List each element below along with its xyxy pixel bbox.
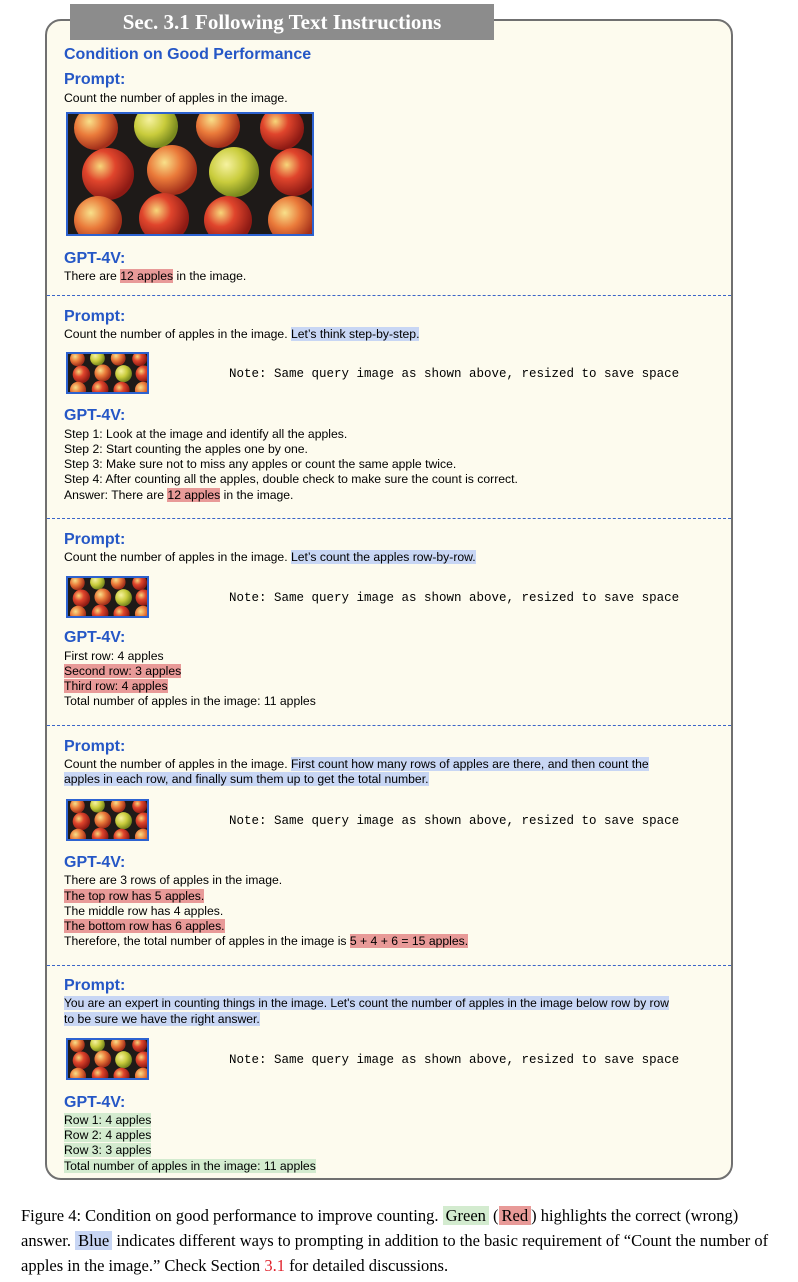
resize-note: Note: Same query image as shown above, resized to save space	[229, 814, 680, 828]
prompt-text	[64, 327, 419, 342]
prompt-text	[64, 757, 649, 772]
apples-thumbnail	[66, 1038, 149, 1080]
answer-post: in the image.	[220, 488, 294, 502]
resize-note: Note: Same query image as shown above, resized to save space	[229, 1053, 680, 1067]
figure-caption	[21, 1203, 769, 1278]
caption-red-key: Red	[499, 1206, 532, 1225]
wrong-answer-highlight: 12 apples	[167, 488, 221, 502]
caption-text: (	[488, 1206, 499, 1225]
correct-answer-highlight: Row 2: 4 apples	[64, 1128, 152, 1142]
answer-text	[64, 488, 293, 503]
section-reference-link[interactable]: 3.1	[264, 1256, 285, 1275]
wrong-answer-highlight: Third row: 4 apples	[64, 679, 168, 693]
resize-note: Note: Same query image as shown above, resized to save space	[229, 367, 680, 381]
answer-line	[64, 1128, 151, 1143]
apples-thumbnail	[66, 576, 149, 618]
wrong-answer-highlight: The bottom row has 6 apples.	[64, 919, 225, 933]
answer-line: There are 3 rows of apples in the image.	[64, 873, 283, 887]
wrong-answer-highlight: The top row has 5 apples.	[64, 889, 205, 903]
answer-line	[64, 1113, 151, 1128]
correct-answer-highlight: Row 1: 4 apples	[64, 1113, 152, 1127]
prompt-base: Count the number of apples in the image.	[64, 757, 291, 771]
answer-line	[64, 1159, 316, 1174]
answer-line	[64, 919, 225, 934]
wrong-answer-highlight: 12 apples	[120, 269, 174, 283]
answer-pre: There are	[64, 269, 121, 283]
section-divider	[47, 295, 731, 296]
gpt-label: GPT-4V:	[64, 1094, 126, 1111]
section-banner: Sec. 3.1 Following Text Instructions	[70, 4, 494, 40]
section-divider	[47, 965, 731, 966]
caption-text: Figure 4: Condition on good performance to improve counting.	[21, 1206, 443, 1225]
prompt-text: Count the number of apples in the image.	[64, 91, 288, 105]
prompt-variant-highlight: apples in each row, and finally sum them up to get the total number.	[64, 772, 429, 786]
step-line: Step 4: After counting all the apples, double check to make sure the count is correct.	[64, 472, 518, 486]
answer-line: First row: 4 apples	[64, 649, 164, 663]
answer-post: in the image.	[173, 269, 247, 283]
prompt-variant-highlight: Let’s count the apples row-by-row.	[290, 550, 476, 564]
prompt-text	[64, 996, 669, 1011]
gpt-label: GPT-4V:	[64, 250, 126, 267]
section-divider	[47, 725, 731, 726]
gpt-label: GPT-4V:	[64, 407, 126, 424]
prompt-variant-highlight: First count how many rows of apples are there, and then count the	[290, 757, 649, 771]
answer-line	[64, 934, 468, 949]
answer-line	[64, 664, 181, 679]
answer-text	[64, 269, 246, 284]
apples-thumbnail	[66, 352, 149, 394]
wrong-answer-highlight: 5 + 4 + 6 = 15 apples.	[349, 934, 469, 948]
answer-pre: Therefore, the total number of apples in the image is	[64, 934, 350, 948]
gpt-label: GPT-4V:	[64, 854, 126, 871]
prompt-variant-highlight: You are an expert in counting things in the image. Let's count the number of apples in the image below row by row	[64, 996, 669, 1010]
answer-line	[64, 889, 204, 904]
apples-image	[66, 112, 314, 236]
prompt-text-continued	[64, 1012, 260, 1027]
step-line: Step 1: Look at the image and identify all the apples.	[64, 427, 348, 441]
prompt-variant-highlight: Let’s think step-by-step.	[290, 327, 420, 341]
wrong-answer-highlight: Second row: 3 apples	[64, 664, 182, 678]
correct-answer-highlight: Row 3: 3 apples	[64, 1143, 152, 1157]
section-title: Condition on Good Performance	[64, 46, 312, 63]
prompt-label: Prompt:	[64, 531, 126, 548]
gpt-label: GPT-4V:	[64, 629, 126, 646]
apples-thumbnail	[66, 799, 149, 841]
caption-green-key: Green	[443, 1206, 489, 1225]
prompt-text	[64, 550, 476, 565]
prompt-label: Prompt:	[64, 308, 126, 325]
step-line: Step 3: Make sure not to miss any apples or count the same apple twice.	[64, 457, 457, 471]
caption-text: ) highlights the correct (wrong) answer.	[21, 1206, 739, 1250]
prompt-text-continued	[64, 772, 429, 787]
prompt-label: Prompt:	[64, 977, 126, 994]
prompt-variant-highlight: to be sure we have the right answer.	[64, 1012, 260, 1026]
caption-text: for detailed discussions.	[284, 1256, 449, 1275]
section-divider	[47, 518, 731, 519]
correct-answer-highlight: Total number of apples in the image: 11 apples	[64, 1159, 316, 1173]
answer-line: The middle row has 4 apples.	[64, 904, 224, 918]
resize-note: Note: Same query image as shown above, resized to save space	[229, 591, 680, 605]
answer-pre: Answer: There are	[64, 488, 168, 502]
answer-line	[64, 1143, 151, 1158]
prompt-base: Count the number of apples in the image.	[64, 550, 291, 564]
caption-text: indicates different ways to prompting in addition to the basic requirement of “Count the number of apples in the image.” Check Section	[21, 1231, 769, 1275]
answer-line	[64, 679, 168, 694]
step-line: Step 2: Start counting the apples one by one.	[64, 442, 308, 456]
prompt-label: Prompt:	[64, 71, 126, 88]
prompt-label: Prompt:	[64, 738, 126, 755]
prompt-base: Count the number of apples in the image.	[64, 327, 291, 341]
caption-blue-key: Blue	[75, 1231, 112, 1250]
answer-line: Total number of apples in the image: 11 apples	[64, 694, 316, 708]
